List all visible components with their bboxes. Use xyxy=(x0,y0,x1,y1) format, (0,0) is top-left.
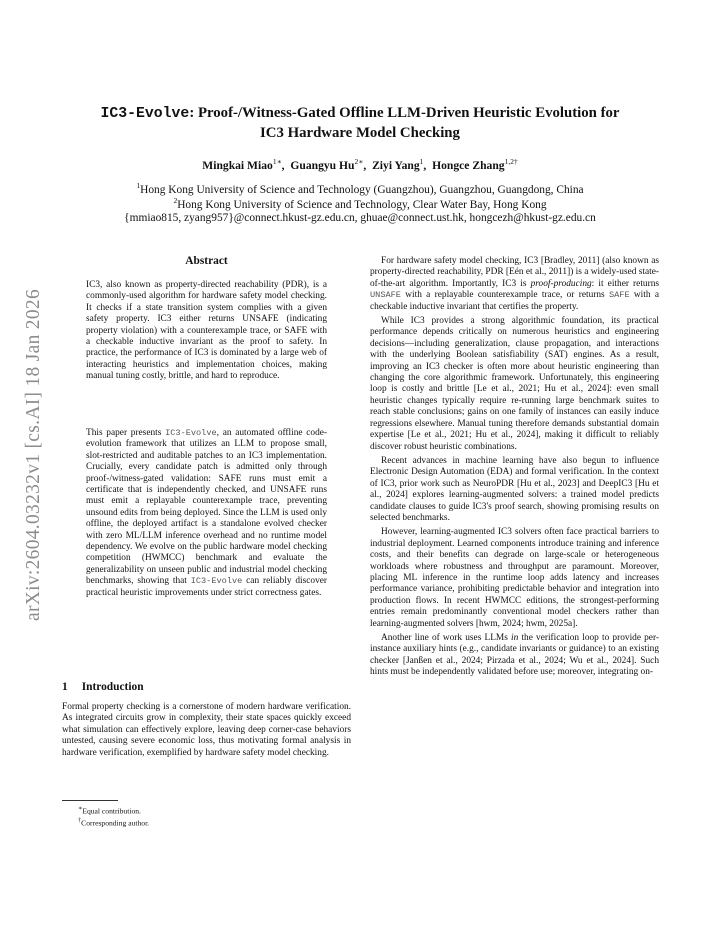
system-name: IC3-Evolve xyxy=(190,576,243,587)
system-name: IC3-Evolve xyxy=(165,428,217,438)
footnote-corresponding xyxy=(78,817,149,828)
section-title: Introduction xyxy=(81,681,144,693)
abstract-heading: Abstract xyxy=(185,255,228,267)
emphasis: proof-producing xyxy=(530,278,592,289)
footnote-text: Corresponding author. xyxy=(81,818,150,828)
title-line2: IC3 Hardware Model Checking xyxy=(260,125,460,141)
result-keyword: SAFE xyxy=(608,290,630,301)
intro-paragraph-1: Formal property checking is a cornerstone of modern hardware verification. As integrated circuits grow in complexity, their state spaces quickly exceed what simulation can effectively explore, leaving deep corner-case behaviors untested, causing severe economic loss, thus motivating formal analysis in hardware verification, exemplified by hardware safety model checking. xyxy=(62,702,351,758)
text-span: with a replayable counterexample trace, or returns xyxy=(400,290,609,301)
text-span: can reliably discover practical heuristic improvements under strict correctness gates. xyxy=(86,576,328,598)
arxiv-identifier: arXiv:2604.03232v1 [cs.AI] 18 Jan 2026 xyxy=(23,288,44,622)
footnote-mark: † xyxy=(78,817,82,824)
affil-text: Hong Kong University of Science and Technology, Clear Water Bay, Hong Kong xyxy=(177,198,547,211)
author-list: Mingkai Miao$^{1∗}$, Guangyu $Hu^{2∗}$, Ziyi Yang$^1$, Hongce Zhang$^{1,2\dagger}$ xyxy=(202,157,518,172)
footnote-equal xyxy=(78,805,141,816)
affiliation-2 xyxy=(40,193,680,213)
section-heading-introduction xyxy=(62,681,144,693)
title-system-name: IC3-Evolve xyxy=(100,106,190,122)
abstract-text: IC3, also known as property-directed reachability (PDR), is a commonly-used algorithm for hardware safety model checking. It checks if a state transition system complies with a given safety property. IC3 either returns UNSAFE (indicating property violation) with a counterexample trace, or SAFE with a checkable inductive invariant as the proof to safety. In practice, the performance of IC3 is dominated by a large web of interacting heuristics and implementation choices, making manual tuning costly, brittle, and hard to reproduce. xyxy=(86,280,327,382)
author-emails: {mmiao815, zyang957}@connect.hkust-gz.edu.cn, ghuae@connect.ust.hk, hongcezh@hkust-gz.edu.cn xyxy=(124,212,596,224)
author-affil-mark: 1 xyxy=(419,157,424,166)
footnote-rule xyxy=(62,800,118,801)
abstract-paragraph-1 xyxy=(86,280,327,383)
text-span: with a checkable inductive invariant that certifies the property. xyxy=(370,290,659,312)
right-paragraph-1 xyxy=(370,256,659,313)
right-paragraph-4: However, learning-augmented IC3 solvers often face practical barriers to industrial deployment. Learned components introduce training and inference costs, and their benefits can degrade on large-scale or heterogeneous workloads where robustness and throughput are paramount. Moreover, placing ML inference in the runtime loop adds latency and increases performance variance, prohibiting predictable behavior and integration into production flows. In recent HWMCC editions, the strongest-performing entries remain predominantly conventional model checkers rather than learning-augmented solvers [hwm, 2024; hwm, 2025a]. xyxy=(370,527,659,629)
text-span: Another line of work uses LLMs xyxy=(381,633,512,643)
abstract-text-2 xyxy=(86,428,327,599)
right-paragraph-2: While IC3 provides a strong algorithmic foundation, its practical performance depends critically on numerous heuristics and engineering decisions—including generalization, clause propagation, and interactions with the underlying Boolean satisfiability (SAT) engines. As a result, improving an IC3 checker is often more about heuristic engineering than changing the core algorithmic framework. Unfortunately, this engineering loop is costly and brittle [Le et al., 2021; Hu et al., 2024]: even small heuristic changes typically require re-running large benchmark suites to reach stable conclusions; gains on one family of instances can easily induce regressions elsewhere. Manual tuning therefore demands substantial domain expertise [Le et al., 2021; Hu et al., 2024], making it difficult to reliably discover robust heuristic combinations. xyxy=(370,316,659,452)
right-paragraph-3: Recent advances in machine learning have also begun to influence Electronic Design Automation (EDA) and formal verification. In the context of IC3, prior work such as NeuroPDR [Hu et al., 2023] and DeepIC3 [Hu et al., 2024] explores learning-augmented solvers: a trained model predicts candidate clauses to guide IC3's proof search, showing promising results on selected benchmarks. xyxy=(370,455,659,523)
text-span: This paper presents xyxy=(86,428,166,438)
author-name: Hongce Zhang xyxy=(432,158,505,172)
affil-mark: 2 xyxy=(173,196,178,205)
arxiv-sidebar xyxy=(14,240,54,670)
result-keyword: UNSAFE xyxy=(370,290,401,301)
author-name: Mingkai Miao xyxy=(202,158,273,172)
emphasis: in xyxy=(511,633,519,643)
footnote-text: Equal contribution. xyxy=(82,806,141,816)
author-affil-mark: 1,2† xyxy=(504,157,518,166)
text-span: For hardware safety model checking, IC3 [Bradley, 2011] (also known as property-directed reachability, PDR [Eén et al., 2011]) is a widely-used state-of-the-art algorithm. Importantly, IC3 is xyxy=(370,256,659,289)
abstract-paragraph-2 xyxy=(86,428,327,599)
text-span: the verification loop to provide per-instance auxiliary hints (e.g., candidate invariants or guidance) to an existing checker [Janßen et al., 2024; Pirzada et al., 2024; Wu et al., 2024]. Such hints must be independently validated before use; moreover, integrating on- xyxy=(370,633,659,678)
text-span: , an automated offline code-evolution framework that utilizes an LLM to propose small, slot-restricted and auditable patches to an IC3 implementation. Crucially, every candidate patch is admitted only through proof-/witness-gated validation: SAFE runs must emit a certificate that is independently checked, and UNSAFE runs must emit a replayable counterexample trace, preventing unsound edits from being deployed. Since the LLM is used only offline, the deployed artifact is a standalone evolved checker with zero ML/LLM inference overhead and no runtime model dependency. We evolve on the public hardware model checking competition (HWMCC) benchmark and evaluate the generalizability on unseen public and industrial model checking benchmarks, showing that xyxy=(86,428,327,587)
author-name: Guangyu Hu xyxy=(290,158,355,172)
right-column xyxy=(370,256,659,682)
footnote-mark: ∗ xyxy=(78,805,83,812)
title-line1: : Proof-/Witness-Gated Offline LLM-Driven Heuristic Evolution for xyxy=(189,105,620,121)
affil-mark: 1 xyxy=(136,181,141,190)
right-paragraph-5 xyxy=(370,633,659,679)
section-number: 1 xyxy=(62,681,68,693)
author-affil-mark: 2∗ xyxy=(354,157,364,166)
intro-left-column xyxy=(62,702,351,762)
author-name: Ziyi Yang xyxy=(372,158,420,172)
paper-title xyxy=(60,104,660,143)
affil-text: Hong Kong University of Science and Technology (Guangzhou), Guangzhou, Guangdong, China xyxy=(140,183,584,196)
text-span: : it either returns xyxy=(591,278,660,289)
author-affil-mark: 1∗ xyxy=(272,157,282,166)
